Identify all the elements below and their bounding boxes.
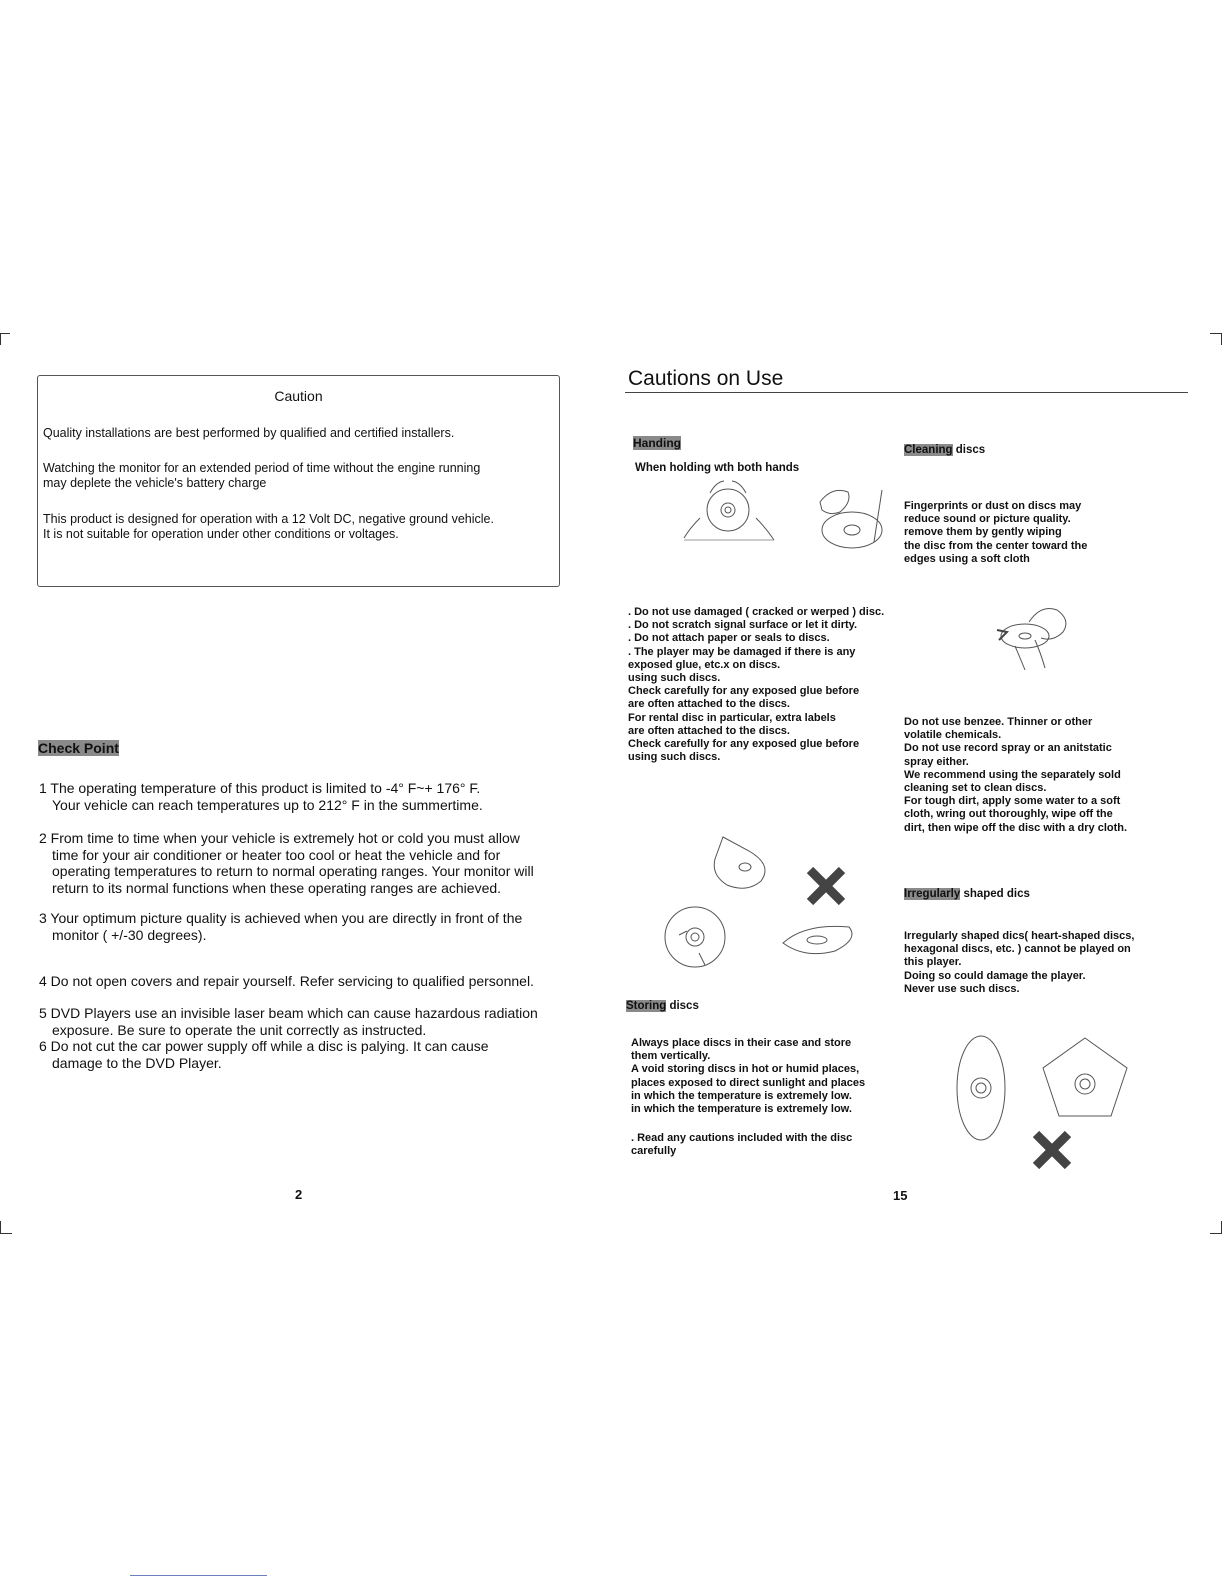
caution-title: Caution xyxy=(274,388,323,404)
cleaning2-line-9: dirt, then wipe off the disc with a dry cloth. xyxy=(904,821,1128,834)
cleaning-text xyxy=(904,500,1087,566)
crop-mark-top-right-vertical xyxy=(1221,333,1222,345)
irregular-line-4: Doing so could damage the player. xyxy=(904,969,1086,982)
storing-line-6: in which the temperature is extremely low. xyxy=(631,1103,852,1116)
item-3-line-2: monitor ( +/-30 degrees). xyxy=(52,926,207,943)
item-6-line-2: damage to the DVD Player. xyxy=(52,1054,222,1071)
crop-mark-bottom-right-vertical xyxy=(1221,1221,1222,1233)
storing-title-highlight: Storing xyxy=(626,1000,667,1012)
left-page-number: 2 xyxy=(295,1187,303,1202)
cleaning-line-3: remove them by gently wiping xyxy=(904,526,1062,539)
cleaning-heading xyxy=(904,444,985,456)
crop-mark-top-left-vertical xyxy=(0,333,1,345)
cleaning2-line-5: We recommend using the separately sold xyxy=(904,768,1121,781)
handling-list-line-7: Check carefully for any exposed glue before xyxy=(628,685,860,698)
handling-caption: When holding wth both hands xyxy=(635,462,800,474)
bottom-blue-line xyxy=(130,1575,267,1576)
item-5-line-2: exposure. Be sure to operate the unit correctly as instructed. xyxy=(52,1021,427,1038)
item-1-line-1: 1 The operating temperature of this product is limited to -4° F~+ 176° F. xyxy=(39,780,481,796)
check-point-heading xyxy=(38,740,119,756)
check-point-item-6 xyxy=(39,1038,489,1071)
check-point-item-3 xyxy=(39,910,522,943)
storing-line-2: them vertically. xyxy=(631,1050,711,1063)
item-2-line-3: operating temperatures to return to normal operating ranges. Your monitor will xyxy=(52,863,534,879)
irregular-heading xyxy=(904,888,1030,900)
check-point-item-2 xyxy=(39,830,534,896)
check-point-item-5 xyxy=(39,1005,538,1038)
storing-line-1: Always place discs in their case and store xyxy=(631,1037,852,1049)
cleaning2-line-3: Do not use record spray or an anitstatic xyxy=(904,742,1112,755)
cleaning2-line-1: Do not use benzee. Thinner or other xyxy=(904,716,1093,728)
x-mark-icon xyxy=(1032,1130,1072,1170)
storing-heading xyxy=(626,1000,699,1012)
item-1-line-2: Your vehicle can reach temperatures up to 212° F in the summertime. xyxy=(52,796,483,813)
storing-line-5: in which the temperature is extremely low. xyxy=(631,1089,852,1102)
handling-list-line-8: are often attached to the discs. xyxy=(628,698,790,711)
title-rule xyxy=(625,392,1188,393)
disc-held-one-hand-illustration xyxy=(812,482,892,552)
right-page-number: 15 xyxy=(893,1188,908,1203)
item-2-line-1: 2 From time to time when your vehicle is extremely hot or cold you must allow xyxy=(39,830,520,846)
handling-list xyxy=(628,606,884,764)
cleaning2-line-8: cloth, wring out thoroughly, wipe off the xyxy=(904,808,1113,821)
handling-heading xyxy=(633,436,681,450)
wiping-disc-illustration xyxy=(995,602,1075,677)
irregular-title-rest: shaped dics xyxy=(960,888,1030,900)
cleaning-line-4: the disc from the center toward the xyxy=(904,539,1088,552)
cleaning-line-2: reduce sound or picture quality. xyxy=(904,513,1071,526)
x-mark-icon xyxy=(806,866,846,906)
caution-paragraph-battery-line-1: Watching the monitor for an extended period of time without the engine running xyxy=(43,461,481,475)
cleaning2-line-6: cleaning set to clean discs. xyxy=(904,782,1047,795)
storing-title-rest: discs xyxy=(666,1000,699,1012)
crop-mark-bottom-left xyxy=(0,1233,12,1234)
handling-list-line-3: . Do not attach paper or seals to discs. xyxy=(628,632,830,645)
right-page-title: Cautions on Use xyxy=(628,367,784,390)
handling-list-line-2: . Do not scratch signal surface or let it dirty. xyxy=(628,619,858,632)
handling-list-line-12: using such discs. xyxy=(628,751,721,764)
item-6-line-1: 6 Do not cut the car power supply off while a disc is palying. It can cause xyxy=(39,1038,489,1054)
storing-note xyxy=(631,1132,852,1158)
item-2-line-2: time for your air conditioner or heater too cool or heat the vehicle and for xyxy=(52,846,501,863)
cleaning-title-highlight: Cleaning xyxy=(904,444,953,456)
cleaning-line-5: edges using a soft cloth xyxy=(904,552,1030,565)
irregular-line-1: Irregularly shaped dics( heart-shaped discs, xyxy=(904,930,1135,942)
cleaning-title-rest: discs xyxy=(952,444,986,456)
check-point-item-4 xyxy=(39,973,534,990)
irregular-line-2: hexagonal discs, etc. ) cannot be played on xyxy=(904,943,1131,956)
handling-list-line-11: Check carefully for any exposed glue before xyxy=(628,738,860,751)
item-2-line-4: return to its normal functions when these operating ranges are achieved. xyxy=(52,879,502,896)
check-point-title: Check Point xyxy=(38,740,119,756)
item-3-line-1: 3 Your optimum picture quality is achieved when you are directly in front of the xyxy=(39,910,523,926)
cleaning2-line-4: spray either. xyxy=(904,755,969,768)
handling-list-line-1: . Do not use damaged ( cracked or werped ) disc. xyxy=(628,606,885,618)
item-4-line-1: 4 Do not open covers and repair yourself. Refer servicing to qualified personnel. xyxy=(39,973,534,989)
irregular-line-3: this player. xyxy=(904,956,962,969)
handling-title: Handing xyxy=(633,436,681,450)
handling-list-line-5: exposed glue, etc.x on discs. xyxy=(628,658,781,671)
caution-paragraph-voltage-line-2: It is not suitable for operation under other conditions or voltages. xyxy=(43,527,399,541)
cleaning-text-2 xyxy=(904,716,1127,835)
cleaning2-line-7: For tough dirt, apply some water to a soft xyxy=(904,795,1121,808)
disc-held-both-hands-illustration xyxy=(680,478,780,553)
irregular-discs-illustration xyxy=(955,1008,1145,1138)
cleaning-line-1: Fingerprints or dust on discs may xyxy=(904,500,1082,512)
storing-line-3: A void storing discs in hot or humid places, xyxy=(631,1063,860,1076)
irregular-text xyxy=(904,930,1134,996)
crop-mark-top-left xyxy=(0,333,10,344)
caution-paragraph-battery-line-2: may deplete the vehicle's battery charge xyxy=(43,476,267,490)
storing-text xyxy=(631,1037,865,1116)
crop-mark-bottom-right xyxy=(1210,1233,1222,1234)
handling-list-line-9: For rental disc in particular, extra labels xyxy=(628,711,836,724)
caution-paragraph-voltage-line-1: This product is designed for operation with a 12 Volt DC, negative ground vehicle. xyxy=(43,512,494,526)
storing-note-line-2: carefully xyxy=(631,1145,677,1158)
handling-list-line-6: using such discs. xyxy=(628,672,721,685)
cleaning2-line-2: volatile chemicals. xyxy=(904,729,1002,742)
storing-line-4: places exposed to direct sunlight and places xyxy=(631,1076,866,1089)
caution-box xyxy=(37,375,560,587)
handling-list-line-10: are often attached to the discs. xyxy=(628,724,790,737)
handling-list-line-4: . The player may be damaged if there is any xyxy=(628,645,856,658)
item-5-line-1: 5 DVD Players use an invisible laser beam which can cause hazardous radiation xyxy=(39,1005,538,1021)
irregular-line-5: Never use such discs. xyxy=(904,982,1020,995)
irregular-title-highlight: Irregularly xyxy=(904,888,961,900)
check-point-item-1 xyxy=(39,780,483,813)
storing-note-line-1: . Read any cautions included with the disc xyxy=(631,1132,853,1144)
crop-mark-bottom-left-vertical xyxy=(0,1221,1,1233)
caution-paragraph-installers: Quality installations are best performed by qualified and certified installers. xyxy=(43,426,455,440)
